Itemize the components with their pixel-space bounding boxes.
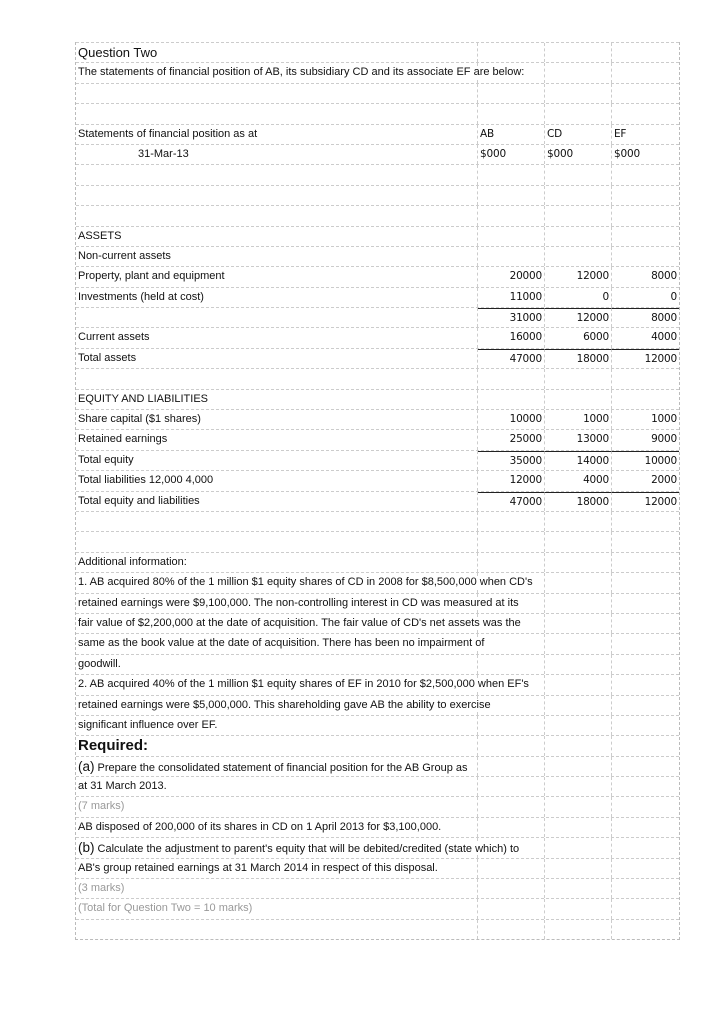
row-label: at 31 March 2013. xyxy=(78,780,167,793)
sheet-row xyxy=(76,185,679,205)
sheet-row xyxy=(76,348,679,368)
value-cell-cd[interactable] xyxy=(545,736,612,755)
value-cell-ab[interactable] xyxy=(478,43,545,62)
value-cell-cd[interactable]: 18000 xyxy=(545,492,612,511)
value-cell-ab[interactable]: 16000 xyxy=(478,328,545,347)
value-cell-ef[interactable] xyxy=(612,696,679,715)
label-cell[interactable] xyxy=(76,328,478,347)
label-cell[interactable] xyxy=(76,308,478,327)
value-cell-ef[interactable]: 4000 xyxy=(651,331,677,344)
value-cell-cd[interactable] xyxy=(545,757,612,776)
row-label: (3 marks) xyxy=(78,882,125,895)
value-cell-cd[interactable] xyxy=(545,920,612,939)
value-cell-cd[interactable] xyxy=(545,390,612,409)
sheet-row xyxy=(76,531,679,551)
row-label xyxy=(78,311,80,323)
spreadsheet-question-two xyxy=(75,42,680,940)
label-cell[interactable] xyxy=(76,227,478,246)
value-cell-cd[interactable]: $000 xyxy=(545,145,612,164)
row-label: Share capital ($1 shares) xyxy=(78,413,201,426)
value-cell-cd[interactable] xyxy=(545,594,612,613)
value-cell-ab[interactable] xyxy=(478,247,545,266)
value-cell-ef[interactable] xyxy=(612,43,679,62)
row-label: Total equity and liabilities xyxy=(78,494,200,507)
value-cell-ef[interactable] xyxy=(612,247,679,266)
sheet-row xyxy=(76,776,679,796)
label-cell[interactable] xyxy=(76,532,478,551)
row-label-text: Calculate the adjustment to parent's equity that will be debited/credited (state which) to xyxy=(94,843,520,856)
row-label: (7 marks) xyxy=(78,800,125,813)
label-cell[interactable] xyxy=(76,63,525,82)
sheet-row xyxy=(76,62,679,82)
value-cell-ef[interactable] xyxy=(612,165,679,184)
sheet-row xyxy=(76,144,679,164)
sheet-row xyxy=(76,450,679,470)
value-cell-cd[interactable] xyxy=(545,227,612,246)
row-label: Question Two xyxy=(78,45,158,60)
row-label: 31-Mar-13 xyxy=(138,147,189,160)
value-cell-ab[interactable] xyxy=(478,634,545,653)
part-marker: (a) xyxy=(78,758,95,774)
value-cell-cd[interactable] xyxy=(545,63,612,82)
row-label: Retained earnings xyxy=(78,433,168,446)
value-cell-ab[interactable] xyxy=(478,655,545,674)
row-label-text: Prepare the consolidated statement of financial position for the AB Group as xyxy=(94,761,468,774)
value-cell-cd[interactable]: 12000 xyxy=(545,267,612,286)
label-cell[interactable] xyxy=(76,655,478,674)
value-cell-cd[interactable] xyxy=(545,104,612,123)
row-label: The statements of financial position of AB, its subsidiary CD and its associate EF are below: xyxy=(78,66,525,79)
value-cell-ab[interactable]: 31000 xyxy=(478,308,545,327)
value-cell-ef[interactable] xyxy=(612,573,679,592)
sheet-row xyxy=(76,817,679,837)
value-cell-cd[interactable] xyxy=(545,716,612,735)
value-cell-ef[interactable]: 0 xyxy=(670,290,677,303)
label-cell[interactable] xyxy=(76,186,478,205)
value-cell-cd[interactable] xyxy=(545,206,612,225)
row-label: Investments (held at cost) xyxy=(78,290,204,303)
label-cell[interactable] xyxy=(76,165,478,184)
value-cell-ab[interactable] xyxy=(478,736,545,755)
row-label: goodwill. xyxy=(78,657,121,670)
row-label: Non-current assets xyxy=(78,249,171,262)
value-cell-ab[interactable] xyxy=(478,206,545,225)
value-cell-ef[interactable] xyxy=(612,818,679,837)
value-cell-ef[interactable] xyxy=(612,716,679,735)
value-cell-cd[interactable]: 14000 xyxy=(545,451,612,470)
sheet-row xyxy=(76,389,679,409)
sheet-row xyxy=(76,878,679,898)
label-cell[interactable] xyxy=(76,247,478,266)
label-cell[interactable] xyxy=(76,43,478,62)
row-label: ASSETS xyxy=(78,229,122,242)
label-cell[interactable] xyxy=(76,512,478,531)
value-cell-ef[interactable] xyxy=(612,634,679,653)
value-cell-cd[interactable] xyxy=(545,879,612,898)
row-label: retained earnings were $9,100,000. The non-controlling interest in CD was measured at its xyxy=(78,596,519,609)
row-label: significant influence over EF. xyxy=(78,718,218,731)
value-cell-cd[interactable] xyxy=(545,84,612,103)
row-label: AB disposed of 200,000 of its shares in CD on 1 April 2013 for $3,100,000. xyxy=(78,820,442,833)
value-cell-ef[interactable] xyxy=(612,675,679,694)
value-cell-ab[interactable]: 11000 xyxy=(478,288,545,307)
value-cell-cd[interactable] xyxy=(545,818,612,837)
value-cell-ab[interactable] xyxy=(478,553,545,572)
sheet-row xyxy=(76,205,679,225)
value-cell-ef[interactable]: 2000 xyxy=(651,474,677,487)
row-label: EQUITY AND LIABILITIES xyxy=(78,392,209,405)
value-cell-cd[interactable] xyxy=(545,675,612,694)
row-label: fair value of $2,200,000 at the date of acquisition. The fair value of CD's net assets was the xyxy=(78,616,521,629)
value-cell-cd[interactable] xyxy=(545,532,612,551)
label-cell[interactable] xyxy=(76,757,478,776)
value-cell-ab[interactable]: 35000 xyxy=(478,451,545,470)
sheet-row xyxy=(76,226,679,246)
label-cell[interactable] xyxy=(76,696,491,715)
sheet-row xyxy=(76,837,679,857)
label-cell[interactable] xyxy=(76,349,478,368)
value-cell-ef[interactable] xyxy=(612,206,679,225)
value-cell-ef[interactable]: 12000 xyxy=(612,492,679,511)
value-cell-cd[interactable] xyxy=(545,859,612,878)
value-cell-ef[interactable] xyxy=(612,736,679,755)
value-cell-ab[interactable] xyxy=(478,899,545,918)
value-cell-cd[interactable]: 6000 xyxy=(545,328,612,347)
sheet-row xyxy=(76,858,679,878)
value-cell-ab[interactable] xyxy=(478,512,545,531)
sheet-row xyxy=(76,164,679,184)
sheet-row xyxy=(76,327,679,347)
label-cell[interactable] xyxy=(76,410,478,429)
value-cell-ef[interactable] xyxy=(612,879,679,898)
row-label xyxy=(78,758,470,774)
label-cell[interactable] xyxy=(76,369,478,388)
label-cell[interactable] xyxy=(76,716,478,735)
value-cell-ab[interactable] xyxy=(478,797,545,816)
value-cell-ef[interactable] xyxy=(612,369,679,388)
label-cell[interactable] xyxy=(76,288,478,307)
sheet-row xyxy=(76,735,679,755)
value-cell-cd[interactable]: CD xyxy=(545,125,612,144)
label-cell[interactable] xyxy=(76,859,478,878)
value-cell-ab[interactable]: 47000 xyxy=(478,492,545,511)
label-cell[interactable] xyxy=(76,267,478,286)
value-cell-ef[interactable]: 8000 xyxy=(612,308,679,327)
value-cell-ef[interactable]: 10000 xyxy=(612,451,679,470)
value-cell-cd[interactable] xyxy=(545,43,612,62)
sheet-row xyxy=(76,266,679,286)
label-cell[interactable] xyxy=(76,899,478,918)
row-label: retained earnings were $5,000,000. This shareholding gave AB the ability to exercise xyxy=(78,698,491,711)
label-cell[interactable] xyxy=(76,451,478,470)
label-cell[interactable] xyxy=(76,553,478,572)
value-cell-ef[interactable] xyxy=(612,104,679,123)
row-label xyxy=(78,840,521,856)
value-cell-ef[interactable] xyxy=(612,553,679,572)
sheet-row xyxy=(76,429,679,449)
value-cell-cd[interactable]: 4000 xyxy=(545,471,612,490)
row-label: AB's group retained earnings at 31 March 2014 in respect of this disposal. xyxy=(78,861,438,874)
value-cell-ab[interactable] xyxy=(478,777,545,796)
sheet-row xyxy=(76,674,679,694)
label-cell[interactable] xyxy=(76,390,478,409)
sheet-row xyxy=(76,593,679,613)
label-cell[interactable] xyxy=(76,594,519,613)
value-cell-ef[interactable] xyxy=(612,859,679,878)
value-cell-cd[interactable] xyxy=(545,899,612,918)
value-cell-ef[interactable] xyxy=(612,838,679,857)
value-cell-ef[interactable] xyxy=(612,532,679,551)
value-cell-ab[interactable] xyxy=(478,369,545,388)
label-cell[interactable] xyxy=(76,145,478,164)
part-marker: (b) xyxy=(78,840,95,856)
label-cell[interactable] xyxy=(76,920,478,939)
value-cell-ef[interactable]: 1000 xyxy=(651,413,677,426)
row-label: same as the book value at the date of acquisition. There has been no impairment of xyxy=(78,637,485,650)
value-cell-ab[interactable]: $000 xyxy=(478,145,545,164)
sheet-row xyxy=(76,756,679,776)
label-cell[interactable] xyxy=(76,573,533,592)
value-cell-ab[interactable] xyxy=(478,84,545,103)
value-cell-ef[interactable]: 8000 xyxy=(651,270,677,283)
sheet-row xyxy=(76,613,679,633)
label-cell[interactable] xyxy=(76,675,529,694)
value-cell-ab[interactable] xyxy=(478,532,545,551)
value-cell-cd[interactable] xyxy=(545,655,612,674)
sheet-row xyxy=(76,715,679,735)
sheet-row xyxy=(76,124,679,144)
value-cell-ab[interactable] xyxy=(478,227,545,246)
value-cell-cd[interactable]: 13000 xyxy=(545,430,612,449)
value-cell-ab[interactable]: 10000 xyxy=(478,410,545,429)
value-cell-ef[interactable] xyxy=(612,186,679,205)
label-cell[interactable] xyxy=(76,818,478,837)
value-cell-ef[interactable] xyxy=(612,777,679,796)
sheet-row xyxy=(76,919,679,939)
value-cell-cd[interactable] xyxy=(545,797,612,816)
value-cell-ef[interactable] xyxy=(612,390,679,409)
value-cell-ef[interactable]: EF xyxy=(614,127,627,140)
value-cell-cd[interactable] xyxy=(545,696,612,715)
label-cell[interactable] xyxy=(76,104,478,123)
value-cell-ef[interactable] xyxy=(612,899,679,918)
value-cell-cd[interactable] xyxy=(545,165,612,184)
value-cell-cd[interactable] xyxy=(545,838,612,857)
value-cell-cd[interactable]: 12000 xyxy=(545,308,612,327)
value-cell-ef[interactable] xyxy=(612,63,679,82)
value-cell-ab[interactable]: 47000 xyxy=(478,349,545,368)
value-cell-ef[interactable] xyxy=(612,920,679,939)
row-label: Statements of financial position as at xyxy=(78,127,258,140)
value-cell-cd[interactable] xyxy=(545,573,612,592)
label-cell[interactable] xyxy=(76,206,478,225)
value-cell-ab[interactable] xyxy=(478,186,545,205)
sheet-row xyxy=(76,796,679,816)
row-label: Current assets xyxy=(78,331,150,344)
value-cell-ab[interactable] xyxy=(478,165,545,184)
label-cell[interactable] xyxy=(76,84,478,103)
sheet-row xyxy=(76,572,679,592)
sheet-row xyxy=(76,511,679,531)
label-cell[interactable] xyxy=(76,797,478,816)
value-cell-ab[interactable] xyxy=(478,859,545,878)
value-cell-cd[interactable] xyxy=(545,553,612,572)
value-cell-cd[interactable]: 1000 xyxy=(545,410,612,429)
sheet-row xyxy=(76,83,679,103)
value-cell-cd[interactable] xyxy=(545,186,612,205)
value-cell-ab[interactable] xyxy=(478,920,545,939)
sheet-row xyxy=(76,552,679,572)
sheet-row xyxy=(76,633,679,653)
value-cell-ab[interactable] xyxy=(478,104,545,123)
sheet-row xyxy=(76,491,679,511)
value-cell-cd[interactable] xyxy=(545,777,612,796)
row-label: Required: xyxy=(78,737,149,755)
value-cell-cd[interactable] xyxy=(545,634,612,653)
value-cell-cd[interactable] xyxy=(545,369,612,388)
value-cell-ab[interactable]: 20000 xyxy=(478,267,545,286)
value-cell-cd[interactable] xyxy=(545,512,612,531)
value-cell-ab[interactable] xyxy=(478,716,545,735)
value-cell-ef[interactable]: 9000 xyxy=(651,433,677,446)
value-cell-ef[interactable] xyxy=(612,757,679,776)
sheet-row xyxy=(76,898,679,918)
label-cell[interactable] xyxy=(76,838,520,857)
label-cell[interactable] xyxy=(76,777,478,796)
value-cell-ef[interactable] xyxy=(612,614,679,633)
sheet-row xyxy=(76,368,679,388)
row-label: Total assets xyxy=(78,351,137,364)
row-label: (Total for Question Two = 10 marks) xyxy=(78,902,253,915)
value-cell-ef[interactable] xyxy=(612,655,679,674)
value-cell-cd[interactable] xyxy=(545,247,612,266)
sheet-row xyxy=(76,287,679,307)
sheet-row xyxy=(76,470,679,490)
label-cell[interactable] xyxy=(76,879,478,898)
sheet-row xyxy=(76,246,679,266)
label-cell[interactable] xyxy=(76,614,521,633)
value-cell-ef[interactable] xyxy=(612,594,679,613)
value-cell-ab[interactable] xyxy=(478,818,545,837)
sheet-row xyxy=(76,654,679,674)
value-cell-ab[interactable]: 12000 xyxy=(478,471,545,490)
value-cell-ab[interactable] xyxy=(478,390,545,409)
label-cell[interactable] xyxy=(76,471,478,490)
row-label: Total equity xyxy=(78,453,134,466)
value-cell-cd[interactable] xyxy=(545,614,612,633)
sheet-row xyxy=(76,103,679,123)
row-label: 1. AB acquired 80% of the 1 million $1 equity shares of CD in 2008 for $8,500,000 when CD's xyxy=(78,576,533,589)
row-label: 2. AB acquired 40% of the 1 million $1 equity shares of EF in 2010 for $2,500,000 when EF's xyxy=(78,678,529,691)
label-cell[interactable] xyxy=(76,736,478,755)
sheet-row xyxy=(76,42,679,62)
value-cell-ef[interactable] xyxy=(612,797,679,816)
row-label: Additional information: xyxy=(78,555,187,568)
value-cell-ab[interactable] xyxy=(478,757,545,776)
value-cell-ef[interactable]: $000 xyxy=(614,147,640,160)
value-cell-cd[interactable]: 0 xyxy=(545,288,612,307)
value-cell-ab[interactable] xyxy=(478,879,545,898)
label-cell[interactable] xyxy=(76,492,478,511)
label-cell[interactable] xyxy=(76,430,478,449)
value-cell-ef[interactable] xyxy=(612,227,679,246)
sheet-row xyxy=(76,409,679,429)
sheet-row xyxy=(76,307,679,327)
label-cell[interactable] xyxy=(76,125,478,144)
value-cell-ef[interactable] xyxy=(612,512,679,531)
row-label: Total liabilities 12,000 4,000 xyxy=(78,474,214,487)
value-cell-ef[interactable] xyxy=(612,84,679,103)
sheet-row xyxy=(76,695,679,715)
label-cell[interactable] xyxy=(76,634,485,653)
value-cell-ab[interactable]: AB xyxy=(478,125,545,144)
value-cell-ab[interactable]: 25000 xyxy=(478,430,545,449)
value-cell-cd[interactable]: 18000 xyxy=(545,349,612,368)
row-label: Property, plant and equipment xyxy=(78,270,225,283)
value-cell-ef[interactable]: 12000 xyxy=(612,349,679,368)
